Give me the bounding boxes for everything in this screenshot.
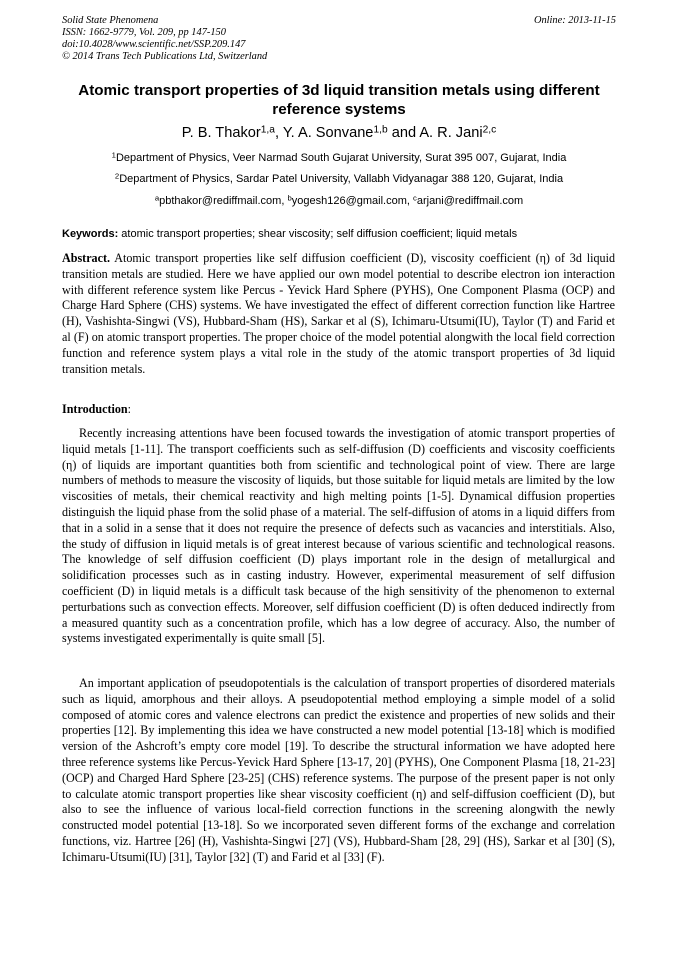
- journal-name: Solid State Phenomena: [62, 15, 159, 26]
- email-list: [40, 194, 638, 208]
- journal-issn: ISSN: 1662-9779, Vol. 209, pp 147-150: [62, 27, 226, 38]
- keywords-label: Keywords:: [62, 228, 119, 240]
- abstract-text: Atomic transport properties like self diffusion coefficient (D), viscosity coefficient (η) of 3d liquid transition metals are studied. Here we have applied our own model potential to describe electron ion interaction with different reference system like Percus - Yevick Hard Sphere (PYHS), One Component Plasma (OCP) and Charge Hard Sphere (CHS) systems. We have investigated the effect of different correction function like Hartree (H), Vashishta-Singwi (VS), Hubbard-Sham (HS), Sarkar et al (S), Ichimaru-Utsumi(IU), Taylor (T) and Farid et al (F) on atomic transport properties. The proper choice of the model potential alongwith the local field correction function and reference system plays a vital role in the study of the atomic transport properties of 3d liquid transition metals.: [62, 251, 615, 376]
- email-separator: ,: [281, 195, 288, 207]
- email-mark: a: [154, 193, 160, 203]
- abstract-label: Abstract.: [62, 251, 111, 265]
- email-link[interactable]: arjani@rediffmail.com: [416, 195, 524, 207]
- affiliation: [40, 151, 638, 165]
- author-name: Y. A. Sonvane: [282, 125, 374, 141]
- journal-copyright: © 2014 Trans Tech Publications Ltd, Switzerland: [62, 51, 268, 62]
- author-affiliation-mark: 1,b: [373, 124, 388, 136]
- paper-title: Atomic transport properties of 3d liquid transition metals using different reference systems: [78, 82, 600, 118]
- email-link[interactable]: pbthakor@rediffmail.com: [159, 195, 282, 207]
- section-heading-text: Introduction: [62, 402, 128, 416]
- affiliation: [40, 172, 638, 186]
- affiliation-mark: 2: [114, 171, 120, 181]
- author-list: [40, 124, 638, 142]
- affiliation-text: Department of Physics, Veer Narmad South Gujarat University, Surat 395 007, Gujarat, India: [115, 152, 567, 164]
- body-paragraph: An important application of pseudopotentials is the calculation of transport properties of disordered materials such as liquid, amorphous and their alloys. A pseudopotential method employing a simple model of a solid composed of atomic cores and valence electrons can predict the existence and properties of new solids and their properties [12]. By implementing this idea we have constructed a new model potential [13-18] which is modified version of the Ashcroft’s empty core model [19]. To describe the structural information we have adopted here three reference systems like Percus-Yevick Hard Sphere [13-17, 20] (PYHS), One Component Plasma [18, 21-23] (OCP) and Charged Hard Sphere [23-25] (CHS) reference systems. The purpose of the present paper is not only to calculate atomic transport properties like shear viscosity coefficient (η) and self-diffusion coefficient (D), but also to see the influence of various local-field correction functions in the screening alongwith the newly constructed model potential [13-18]. So we incorporated seven different forms of the exchange and correlation functions, viz. Hartree [26] (H), Vashishta-Singwi [27] (VS), Hubbard-Sham [28, 29] (HS), Sarkar et al [30] (S), Ichimaru-Utsumi(IU) [31], Taylor [32] (T) and Farid et al [33] (F).: [62, 676, 615, 864]
- abstract: [62, 251, 615, 377]
- section-heading-suffix: :: [127, 402, 132, 416]
- author-name: A. R. Jani: [419, 125, 483, 141]
- author-affiliation-mark: 1,a: [260, 124, 275, 136]
- affiliation-mark: 1: [111, 150, 116, 160]
- section-heading: [62, 402, 131, 417]
- author-separator: ,: [274, 125, 283, 141]
- affiliation-text: Department of Physics, Sardar Patel University, Vallabh Vidyanagar 388 120, Gujarat, India: [119, 173, 564, 185]
- author-affiliation-mark: 2,c: [482, 124, 497, 136]
- keywords: [62, 227, 622, 241]
- email-separator: ,: [406, 195, 413, 207]
- email-mark: c: [413, 193, 417, 203]
- email-link[interactable]: yogesh126@gmail.com: [291, 195, 407, 207]
- email-mark: b: [287, 193, 292, 203]
- keywords-text: atomic transport properties; shear viscosity; self diffusion coefficient; liquid metals: [118, 228, 518, 240]
- body-paragraph: Recently increasing attentions have been focused towards the investigation of atomic transport properties of liquid metals [1-11]. The transport coefficients such as self-diffusion (D) coefficients and viscosity coefficients (η) of liquids are important quantities both from scientific and technological point of view. There are large numbers of methods to measure the viscosity of liquids, but those suitable for liquid metals are limited by the low viscosities of metals, their chemical reactivity and high melting points [1-5]. Dynamical diffusion properties distinguish the liquid phase from the solid phase of a material. The self-diffusion of atoms in a liquid differs from that in a solid in a sense that it does not require the presence of defects such as vacancies and interstitials. Also, the study of diffusion in liquid metals is of great interest because of various scientific and technological reasons. The knowledge of self diffusion coefficient (D) plays important role in the design of metallurgical and solidification processes such as in casting industry. However, experimental measurement of self diffusion coefficient (D) in liquid metals is a difficult task because of the high sensitivity of the phenomenon to external perturbations such as convection effects. Moreover, self diffusion coefficient (D) is often deduced indirectly from a measured quantity such as a concentration profile, which has a low degree of accuracy. Also, the number of systems investigated experimentally is quite small [5].: [62, 426, 615, 646]
- author-separator: and: [387, 125, 420, 141]
- online-date: Online: 2013-11-15: [533, 15, 616, 26]
- journal-header: [62, 15, 267, 63]
- author-name: P. B. Thakor: [181, 125, 261, 141]
- journal-doi[interactable]: doi:10.4028/www.scientific.net/SSP.209.147: [62, 39, 246, 50]
